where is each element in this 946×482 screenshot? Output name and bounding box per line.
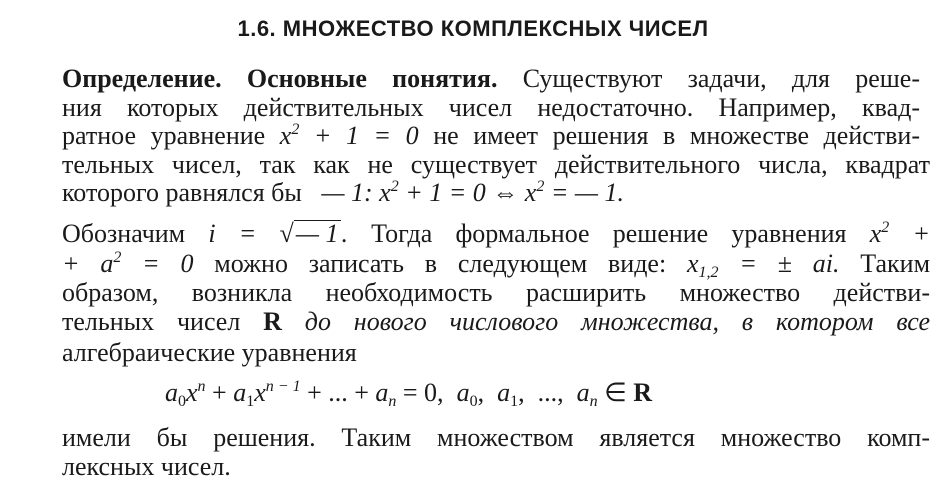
equation-x2-plus-1: $x^2 + 1 = 0$	[279, 121, 419, 150]
p2-line-4-a: тельных чисел	[62, 307, 241, 336]
p2-line-1	[62, 219, 930, 249]
p1-line-4: тельных чисел, так как не существует действительного числа, квадрат	[62, 150, 930, 179]
p1-line-3-b: не имеет решения в множестве действи-	[433, 121, 920, 150]
equation-i-definition: i = √— 1 .	[208, 219, 348, 248]
p1-line-1-text: Существуют задачи, для реше-	[522, 64, 920, 93]
p1-line-3	[62, 121, 920, 151]
p1-line-2: ния которых действительных чисел недостаточно. Например, квад-	[62, 93, 920, 122]
p3-line-2: лексных чисел.	[62, 452, 231, 481]
polynomial-equation: $a_0x^n + a_1x^{n - 1}$ + ... + $a_n = 0$, $a_0$, $a_1$, ..., $a_n$ ∈ R	[165, 378, 652, 410]
p1-line-1	[62, 64, 920, 94]
p3-line-1: имели бы решения. Таким множеством является множество комп-	[62, 423, 930, 452]
equation-a2-eq-0: + $a^2 = 0$	[62, 249, 194, 278]
definition-heading: Определение. Основные понятия.	[62, 64, 498, 93]
real-numbers-symbol: R	[263, 307, 282, 336]
p1-line-5	[62, 178, 624, 208]
p2-line-3: образом, возникла необходимость расширить множество действи-	[62, 278, 930, 307]
p2-line-5: алгебраические уравнения	[62, 338, 357, 367]
p1-line-3-a: ратное уравнение	[62, 121, 266, 150]
p2-line-2-b: Таким	[860, 249, 931, 278]
p2-line-1-b: Тогда формальное решение уравнения	[371, 219, 847, 248]
p2-line-2-a: можно записать в следующем виде:	[214, 249, 667, 278]
section-title: 1.6. МНОЖЕСТВО КОМПЛЕКСНЫХ ЧИСЕЛ	[237, 16, 709, 41]
equation-roots: $x_{1,2}$ = ± ai.	[686, 249, 840, 281]
equation-minus-1-equiv: — 1: $x^2 + 1 = 0$ ⇔ $x^2$ = — 1.	[308, 178, 625, 207]
p2-line-4-b: до нового числового множества, в котором все	[304, 307, 930, 336]
p1-line-5-text: которого равнялся бы	[62, 178, 302, 207]
p2-line-2	[62, 249, 930, 279]
p2-line-1-a: Обозначим	[62, 219, 186, 248]
p2-line-4	[62, 307, 930, 337]
equation-x2-plus: $x^2$ +	[869, 219, 931, 248]
